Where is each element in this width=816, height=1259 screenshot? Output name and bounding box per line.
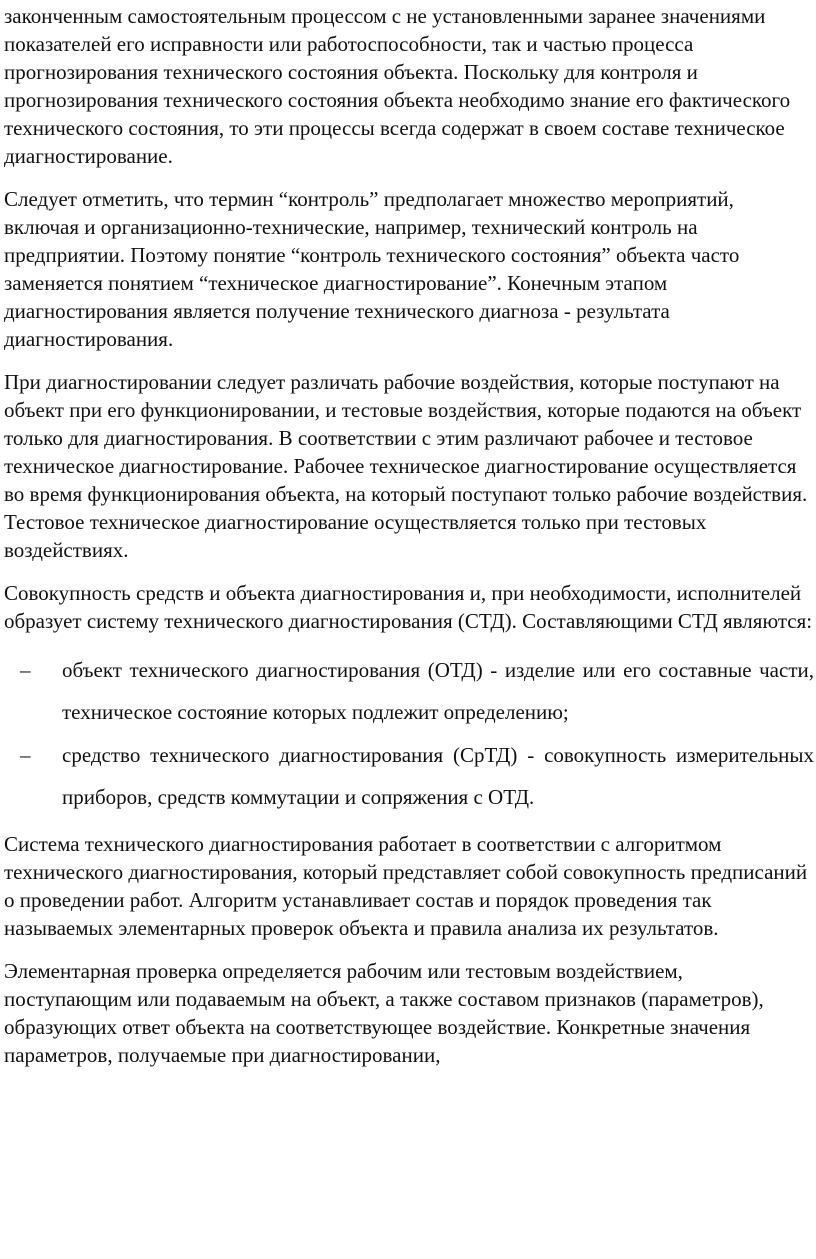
list-bullet: – <box>20 658 31 682</box>
paragraph-diagnostics-algorithm: Система технического диагностирования работает в соответствии с алгоритмом технического диагностирования, который представляет собой совокупность предписаний о проведении работ. Алгоритм устанавливает состав и порядок проведения так называемых элементарных проверок объекта и правила анализа их результатов. <box>4 832 808 940</box>
list-bullet: – <box>20 743 31 767</box>
paragraph-control-term: Следует отметить, что термин “контроль” предполагает множество мероприятий, включая и организационно-технические, например, технический контроль на предприятии. Поэтому понятие “контроль технического состояния” объекта часто заменяется понятием “техническое диагностирование”. Конечным этапом диагностирования является получение технического диагноза - результата диагностирования. <box>4 187 740 351</box>
list-item-text: средство технического диагностирования (СрТД) - совокупность измерительных приборов, средств коммутации и сопряжения с ОТД. <box>62 743 814 809</box>
list-item <box>4 734 814 818</box>
paragraph-work-test-influences: При диагностировании следует различать рабочие воздействия, которые поступают на объект при его функционировании, и тестовые воздействия, которые подаются на объект только для диагностирования. В соответствии с этим различают рабочее и тестовое техническое диагностирование. Рабочее техническое диагностирование осуществляется во время функционирования объекта, на который поступают только рабочие воздействия. Тестовое техническое диагностирование осуществляется только при тестовых воздействиях. <box>4 370 808 562</box>
list-item-text: объект технического диагностирования (ОТД) - изделие или его составные части, техническое состояние которых подлежит определению; <box>62 658 814 724</box>
document-page <box>4 0 814 1084</box>
paragraph-elementary-check: Элементарная проверка определяется рабочим или тестовым воздействием, поступающим или подаваемым на объект, а также составом признаков (параметров), образующих ответ объекта на соответствующее воздействие. Конкретные значения параметров, получаемые при диагностировании, <box>4 959 764 1067</box>
paragraph-std-definition: Совокупность средств и объекта диагностирования и, при необходимости, исполнителей образует систему технического диагностирования (СТД). Составляющими СТД являются: <box>4 581 813 633</box>
std-components-list <box>4 649 814 818</box>
list-item <box>4 649 814 733</box>
paragraph-diagnostics-intro: законченным самостоятельным процессом с не установленными заранее значениями показателей его исправности или работоспособности, так и частью процесса прогнозирования технического состояния объекта. Поскольку для контроля и прогнозирования технического состояния объекта необходимо знание его фактического технического состояния, то эти процессы всегда содержат в своем составе техническое диагностирование. <box>4 4 791 168</box>
